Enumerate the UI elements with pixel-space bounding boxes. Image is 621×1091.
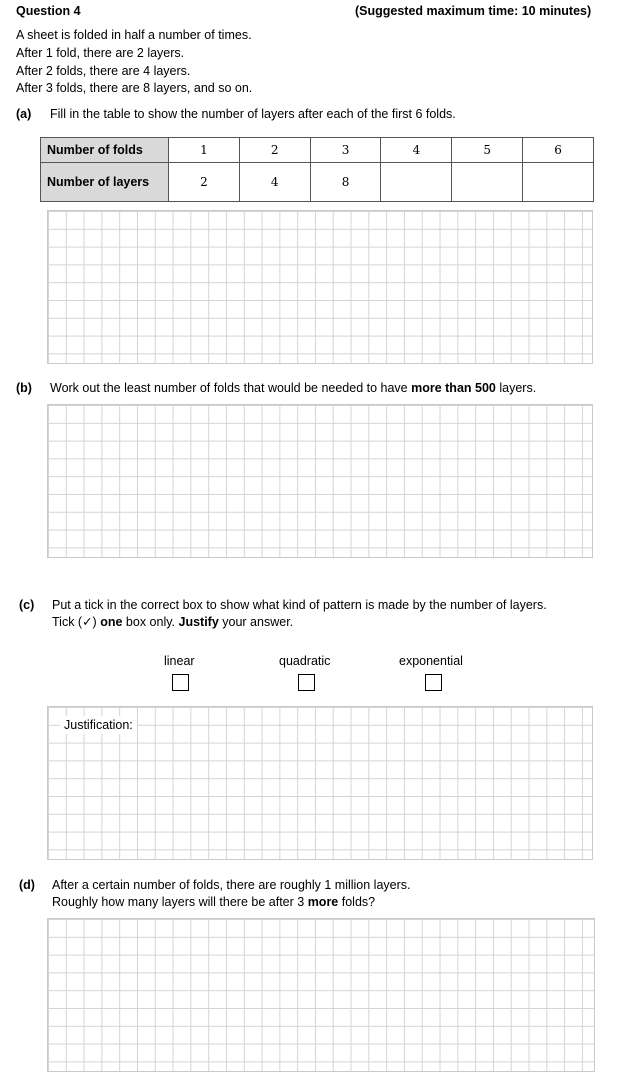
intro-line-3: After 2 folds, there are 4 layers. (16, 64, 191, 78)
part-d-question-line-1: After a certain number of folds, there are roughly 1 million layers. (52, 878, 411, 892)
intro-line-4: After 3 folds, there are 8 layers, and so on. (16, 81, 253, 95)
part-a-working-grid[interactable] (47, 210, 593, 364)
part-b-label: (b) (16, 381, 32, 395)
fold-cell: 1 (169, 138, 240, 163)
part-d-text-2: folds? (338, 895, 376, 909)
part-c-label: (c) (19, 598, 35, 612)
part-c-text-2: box only. (122, 615, 179, 629)
part-b-question (50, 380, 536, 398)
part-d-working-grid[interactable] (47, 918, 595, 1072)
part-c-question-line-1: Put a tick in the correct box to show what kind of pattern is made by the number of layers. (52, 598, 547, 612)
part-c-text-one: one (100, 615, 123, 629)
fold-cell: 4 (381, 138, 452, 163)
option-exponential-label: exponential (399, 654, 463, 668)
part-c-text-1: Tick (✓) (52, 615, 101, 629)
fold-cell: 2 (239, 138, 310, 163)
layer-cell: 4 (239, 163, 310, 202)
fold-cell: 6 (523, 138, 594, 163)
intro-line-2: After 1 fold, there are 2 layers. (16, 46, 185, 60)
layers-row-header: Number of layers (41, 163, 169, 202)
part-d-text-more: more (307, 895, 339, 909)
part-b-text-bold: more than 500 (411, 381, 496, 395)
layers-row (41, 163, 594, 202)
question-title: Question 4 (16, 4, 81, 18)
part-d-question-line-2 (52, 894, 375, 912)
folds-row (41, 138, 594, 163)
suggested-time: (Suggested maximum time: 10 minutes) (355, 4, 592, 18)
tickbox-exponential[interactable] (425, 674, 442, 691)
part-c-question-line-2 (52, 614, 293, 632)
layer-answer-cell-4[interactable] (381, 163, 452, 202)
fold-cell: 5 (452, 138, 523, 163)
part-c-text-3: your answer. (218, 615, 294, 629)
option-linear-label: linear (164, 654, 195, 668)
layer-answer-cell-6[interactable] (523, 163, 594, 202)
part-d-label: (d) (19, 878, 35, 892)
part-a-question: Fill in the table to show the number of layers after each of the first 6 folds. (50, 107, 456, 121)
layer-cell: 2 (169, 163, 240, 202)
layer-answer-cell-5[interactable] (452, 163, 523, 202)
tickbox-linear[interactable] (172, 674, 189, 691)
part-b-working-grid[interactable] (47, 404, 593, 558)
layer-cell: 8 (310, 163, 381, 202)
folds-table (40, 137, 594, 202)
fold-cell: 3 (310, 138, 381, 163)
intro-line-1: A sheet is folded in half a number of times. (16, 28, 252, 42)
part-b-text-1: Work out the least number of folds that would be needed to have (50, 381, 412, 395)
part-d-text-1: Roughly how many layers will there be after 3 (52, 895, 308, 909)
justification-label: Justification: (60, 716, 137, 734)
option-quadratic-label: quadratic (279, 654, 331, 668)
part-a-label: (a) (16, 107, 32, 121)
part-c-text-justify: Justify (178, 615, 219, 629)
folds-row-header: Number of folds (41, 138, 169, 163)
part-b-text-2: layers. (495, 381, 537, 395)
tickbox-quadratic[interactable] (298, 674, 315, 691)
